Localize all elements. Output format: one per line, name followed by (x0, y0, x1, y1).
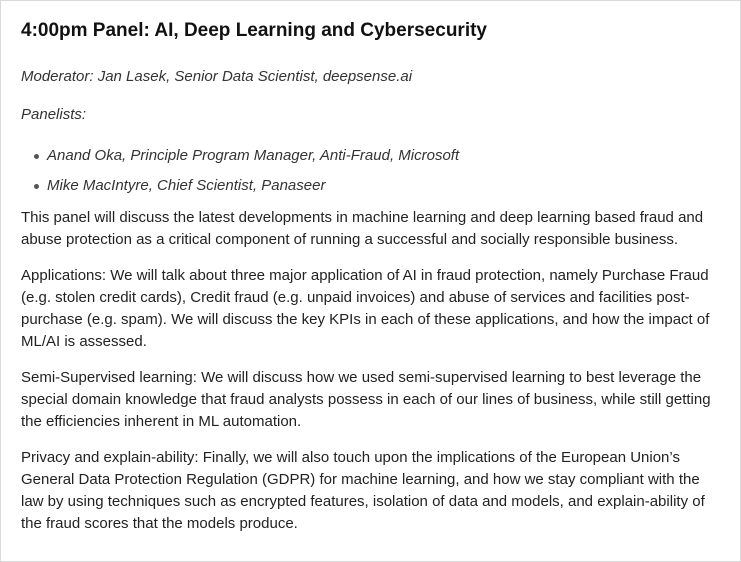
intro-paragraph: This panel will discuss the latest developments in machine learning and deep learning based fraud and abuse protection as a critical component of running a successful and socially responsible business. (21, 209, 704, 248)
bullet-icon (34, 184, 39, 189)
panelist-name: Anand Oka, Principle Program Manager, Anti-Fraud, Microsoft (47, 147, 460, 164)
moderator-line: Moderator: Jan Lasek, Senior Data Scientist, deepsense.ai (21, 68, 413, 85)
privacy-paragraph: Privacy and explain-ability: Finally, we will also touch upon the implications of the European Union’s General Data Protection Regulation (GDPR) for machine learning, and how we stay compliant with the law by using techniques such as encrypted features, isolation of data and models, and explain-ability of the fraud scores that the models produce. (21, 449, 705, 532)
panelist-name: Mike MacIntyre, Chief Scientist, Panaseer (47, 177, 326, 194)
panelist-item (47, 171, 725, 201)
applications-paragraph: Applications: We will talk about three major application of AI in fraud protection, namely Purchase Fraud (e.g. stolen credit cards), Credit fraud (e.g. unpaid invoices) and abuse of services and facilities post-purchase (e.g. spam). We will discuss the key KPIs in each of these applications, and how the impact of ML/AI is assessed. (21, 267, 710, 350)
panelists-heading: Panelists: (21, 106, 87, 123)
session-title: 4:00pm Panel: AI, Deep Learning and Cybersecurity (21, 20, 487, 41)
semi-supervised-paragraph: Semi-Supervised learning: We will discuss how we used semi-supervised learning to best leverage the special domain knowledge that fraud analysts possess in each of our lines of business, while still getting the efficiencies inherent in ML automation. (21, 369, 711, 430)
session-content (21, 17, 725, 549)
panelist-list (21, 141, 725, 201)
panelist-item (47, 141, 725, 171)
bullet-icon (34, 154, 39, 159)
